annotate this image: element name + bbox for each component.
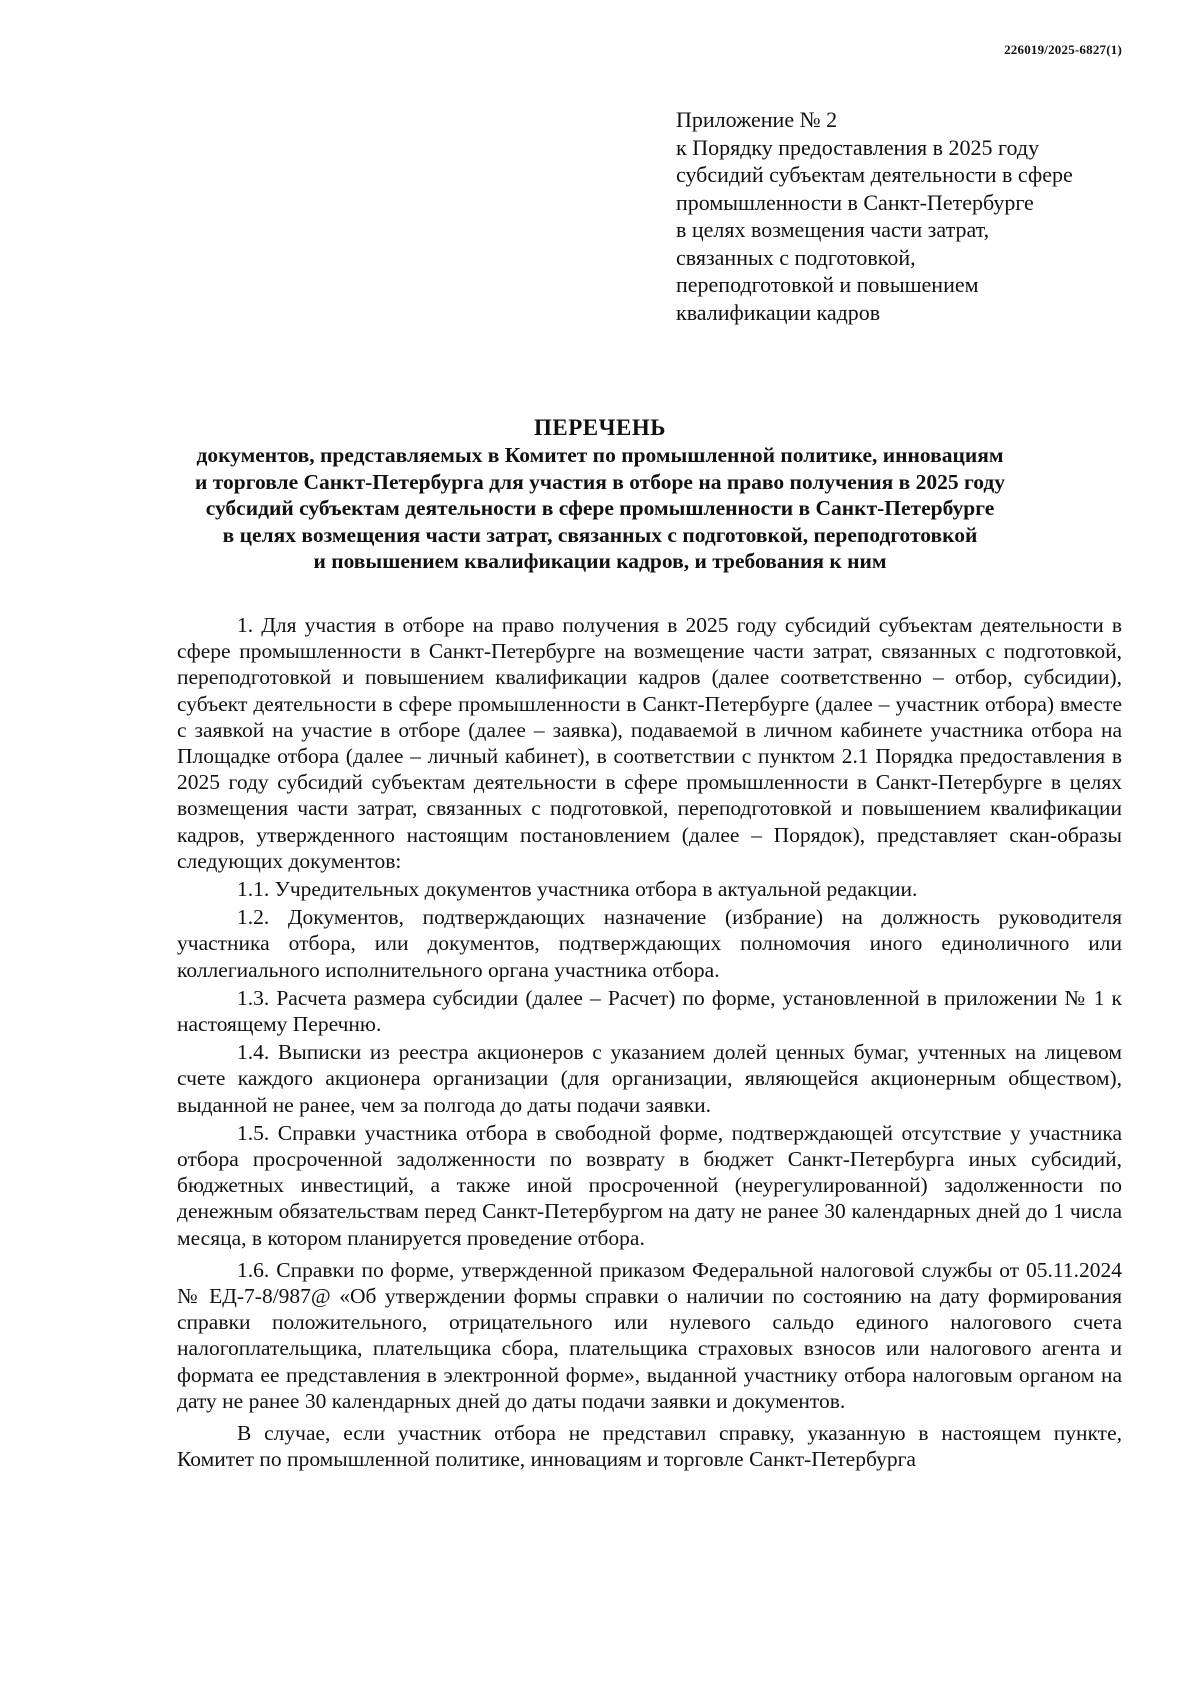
subtitle-line: в целях возмещения части затрат, связанных с подготовкой, переподготовкой — [222, 522, 978, 547]
paragraph-1-6: 1.6. Справки по форме, утвержденной приказом Федеральной налоговой службы от 05.11.2024 № ЕД-7-8/987@ «Об утверждении формы справки о наличии по состоянию на дату формирования справки положительного, отрицательного или нулевого сальдо единого налогового счета налогоплательщика, плательщика сбора, плательщика страховых взносов или налогового агента и формата ее представления в электронной форме», выданной участнику отбора налоговым органом на дату не ранее 30 календарных дней до даты подачи заявки и документов. — [177, 1257, 1122, 1413]
appendix-line: в целях возмещения части затрат, — [676, 217, 990, 242]
paragraph-1-2: 1.2. Документов, подтверждающих назначение (избрание) на должность руководителя участника отбора, или документов, подтверждающих полномочия иного единоличного или коллегиального исполнительного органа участника отбора. — [177, 905, 1122, 982]
subtitle-line: и торговле Санкт-Петербурга для участия в отборе на право получения в 2025 году — [195, 469, 1005, 494]
paragraph-note: В случае, если участник отбора не представил справку, указанную в настоящем пункте, Комитет по промышленной политике, инновациям и торговле Санкт-Петербурга — [177, 1421, 1122, 1472]
appendix-line: субсидий субъектам деятельности в сфере — [676, 162, 1073, 187]
paragraph-1: 1. Для участия в отборе на право получения в 2025 году субсидий субъектам деятельности в сфере промышленности в Санкт-Петербурге на возмещение части затрат, связанных с подготовкой, переподготовкой и повышением квалификации кадров (далее соответственно – отбор, субсидии), субъект деятельности в сфере промышленности в Санкт-Петербурге (далее – участник отбора) вместе с заявкой на участие в отборе (далее – заявка), подаваемой в личном кабинете участника отбора на Площадке отбора (далее – личный кабинет), в соответствии с пунктом 2.1 Порядка предоставления в 2025 году субсидий субъектам деятельности в сфере промышленности в Санкт-Петербурге в целях возмещения части затрат, связанных с подготовкой, переподготовкой и повышением квалификации кадров, утвержденного настоящим постановлением (далее – Порядок), представляет скан-образы следующих документов: — [177, 613, 1122, 873]
appendix-line: переподготовкой и повышением — [676, 272, 979, 297]
paragraph-1-3: 1.3. Расчета размера субсидии (далее – Расчет) по форме, установленной в приложении № 1 к настоящему Перечню. — [177, 985, 1122, 1037]
subtitle-line: и повышением квалификации кадров, и требования к ним — [313, 549, 887, 573]
appendix-line: связанных с подготовкой, — [676, 244, 916, 270]
subtitle-line: документов, представляемых в Комитет по промышленной политике, инновациям — [196, 443, 1004, 467]
subtitle-line: субсидий субъектам деятельности в сфере промышленности в Санкт-Петербурге — [205, 496, 995, 520]
appendix-header — [676, 106, 1136, 326]
document-id: 226019/2025-6827(1) — [1004, 42, 1122, 57]
paragraph-1-1: 1.1. Учредительных документов участника отбора в актуальной редакции. — [237, 877, 918, 902]
appendix-line: к Порядку предоставления в 2025 году — [676, 134, 1040, 160]
document-title: ПЕРЕЧЕНЬ — [534, 415, 666, 440]
paragraph-1-4: 1.4. Выписки из реестра акционеров с указанием долей ценных бумаг, учтенных на лицевом счете каждого акционера организации (для организации, являющейся акционерным обществом), выданной не ранее, чем за полгода до даты подачи заявки. — [177, 1040, 1122, 1117]
paragraph-1-5: 1.5. Справки участника отбора в свободной форме, подтверждающей отсутствие у участника отбора просроченной задолженности по возврату в бюджет Санкт-Петербурга иных субсидий, бюджетных инвестиций, а также иной просроченной (неурегулированной) задолженности по денежным обязательствам перед Санкт-Петербургом на дату не ранее 30 календарных дней до 1 числа месяца, в котором планируется проведение отбора. — [177, 1120, 1122, 1250]
document-title-block — [150, 414, 1050, 575]
appendix-line: Приложение № 2 — [676, 107, 838, 132]
appendix-line: квалификации кадров — [676, 299, 881, 325]
document-subtitle — [150, 442, 1050, 575]
document-body — [177, 612, 1122, 1475]
appendix-line: промышленности в Санкт-Петербурге — [676, 189, 1034, 215]
